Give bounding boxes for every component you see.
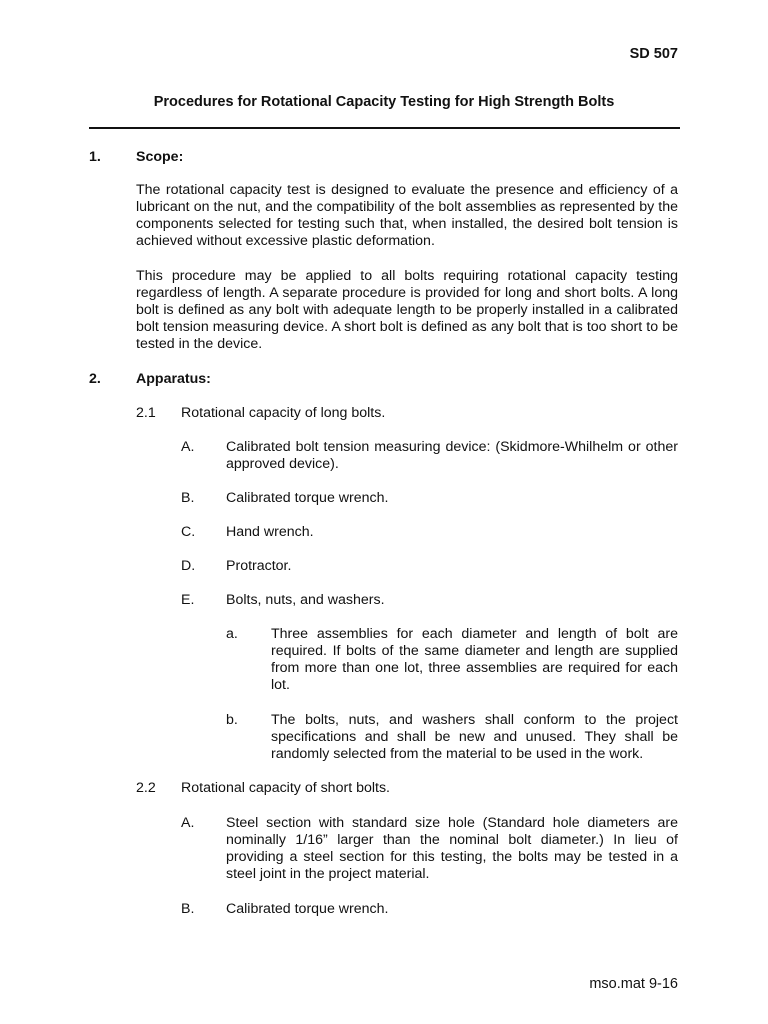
document-id: SD 507 xyxy=(629,46,678,62)
list-item-letter: B. xyxy=(181,490,195,506)
list-item-text: Protractor. xyxy=(226,558,292,574)
section-title-scope: Scope: xyxy=(136,149,184,165)
section-number: 2. xyxy=(89,371,101,387)
list-item-letter: C. xyxy=(181,524,196,540)
list-item-text: Calibrated bolt tension measuring device: (Skidmore-Whilhelm or other approved device). xyxy=(226,439,678,472)
page-footer: mso.mat 9-16 xyxy=(589,976,678,992)
sub-item-text: The bolts, nuts, and washers shall conform to the project specifications and shall be new and unused. They shall be randomly selected from the material to be used in the work. xyxy=(271,712,678,762)
list-item-letter: D. xyxy=(181,558,196,574)
list-item-text: Calibrated torque wrench. xyxy=(226,901,389,917)
list-item-letter: A. xyxy=(181,815,195,831)
document-title: Procedures for Rotational Capacity Testing for High Strength Bolts xyxy=(153,94,615,110)
subsection-number: 2.2 xyxy=(136,780,156,796)
list-item-text: Hand wrench. xyxy=(226,524,314,540)
scope-paragraph-1: The rotational capacity test is designed to evaluate the presence and efficiency of a lubricant on the nut, and the compatibility of the bolt assemblies as represented by the components selected for testing such that, when installed, the desired bolt tension is achieved without excessive plastic deformation. xyxy=(136,182,678,249)
list-item-letter: A. xyxy=(181,439,195,455)
subsection-title: Rotational capacity of long bolts. xyxy=(181,405,386,421)
sub-item-letter: b. xyxy=(226,712,238,728)
scope-paragraph-2: This procedure may be applied to all bolts requiring rotational capacity testing regardless of length. A separate procedure is provided for long and short bolts. A long bolt is defined as any bolt with adequate length to be properly installed in a calibrated bolt tension measuring device. A short bolt is defined as any bolt that is too short to be tested in the device. xyxy=(136,268,678,352)
list-item-text: Steel section with standard size hole (Standard hole diameters are nominally 1/16” larger than the nominal bolt diameter.) In lieu of providing a steel section for this testing, the bolts may be tested in a steel joint in the project material. xyxy=(226,815,678,882)
list-item-text: Calibrated torque wrench. xyxy=(226,490,389,506)
list-item-letter: E. xyxy=(181,592,195,608)
section-title-apparatus: Apparatus: xyxy=(136,371,211,387)
sub-item-text: Three assemblies for each diameter and length of bolt are required. If bolts of the same diameter and length are supplied from more than one lot, three assemblies are required for each lot. xyxy=(271,626,678,693)
sub-item-letter: a. xyxy=(226,626,238,642)
list-item-letter: B. xyxy=(181,901,195,917)
list-item-text: Bolts, nuts, and washers. xyxy=(226,592,385,608)
section-number: 1. xyxy=(89,149,101,165)
subsection-number: 2.1 xyxy=(136,405,156,421)
subsection-title: Rotational capacity of short bolts. xyxy=(181,780,390,796)
title-divider xyxy=(89,127,680,129)
